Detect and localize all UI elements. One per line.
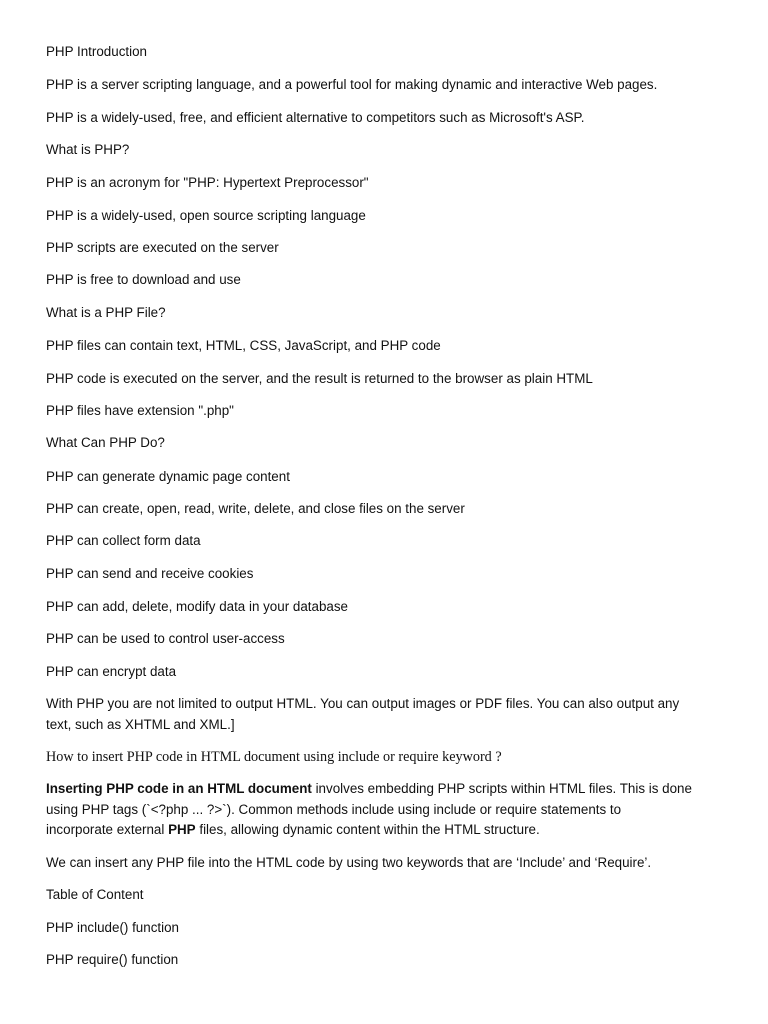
insert-paragraph-line-3	[46, 820, 726, 841]
output-paragraph-line-2: text, such as XHTML and XML.]	[46, 717, 235, 732]
what-is-item: PHP is an acronym for "PHP: Hypertext Preprocessor"	[46, 175, 369, 190]
can-do-item: PHP can send and receive cookies	[46, 566, 254, 581]
intro-paragraph-2: PHP is a widely-used, free, and efficient alternative to competitors such as Microsoft's ASP.	[46, 110, 585, 125]
intro-paragraph-1: PHP is a server scripting language, and a powerful tool for making dynamic and interactive Web pages.	[46, 77, 658, 92]
file-item: PHP code is executed on the server, and the result is returned to the browser as plain HTML	[46, 371, 593, 386]
can-do-item: PHP can generate dynamic page content	[46, 469, 290, 484]
insert-line3-pre: incorporate external	[46, 822, 169, 837]
keywords-paragraph: We can insert any PHP file into the HTML code by using two keywords that are ‘Include’ and ‘Require’.	[46, 855, 652, 870]
insert-line3-post: files, allowing dynamic content within the HTML structure.	[195, 822, 540, 837]
can-do-heading: What Can PHP Do?	[46, 435, 165, 450]
can-do-item: PHP can encrypt data	[46, 664, 177, 679]
insert-heading: How to insert PHP code in HTML document using include or require keyword ?	[46, 749, 502, 765]
can-do-item: PHP can collect form data	[46, 533, 201, 548]
can-do-item: PHP can add, delete, modify data in your database	[46, 599, 348, 614]
insert-paragraph-text: involves embedding PHP scripts within HTML files. This is done	[311, 781, 692, 796]
what-is-item: PHP is free to download and use	[46, 272, 241, 287]
what-is-item: PHP scripts are executed on the server	[46, 240, 279, 255]
what-is-heading: What is PHP?	[46, 142, 130, 157]
insert-line3-bold: PHP	[168, 822, 196, 837]
output-paragraph-line-1: With PHP you are not limited to output HTML. You can output images or PDF files. You can also output any	[46, 696, 680, 711]
insert-paragraph-line-1	[46, 779, 726, 800]
toc-item: PHP require() function	[46, 952, 179, 967]
toc-heading: Table of Content	[46, 887, 144, 902]
file-heading: What is a PHP File?	[46, 305, 166, 320]
insert-paragraph-line-2: using PHP tags (`<?php ... ?>`). Common methods include using include or require statements to	[46, 802, 622, 817]
what-is-item: PHP is a widely-used, open source scripting language	[46, 208, 366, 223]
insert-paragraph-bold: Inserting PHP code in an HTML document	[46, 781, 312, 796]
can-do-item: PHP can be used to control user-access	[46, 631, 285, 646]
toc-item: PHP include() function	[46, 920, 179, 935]
intro-title: PHP Introduction	[46, 44, 147, 59]
file-item: PHP files can contain text, HTML, CSS, JavaScript, and PHP code	[46, 338, 441, 353]
can-do-item: PHP can create, open, read, write, delete, and close files on the server	[46, 501, 465, 516]
file-item: PHP files have extension ".php"	[46, 403, 234, 418]
